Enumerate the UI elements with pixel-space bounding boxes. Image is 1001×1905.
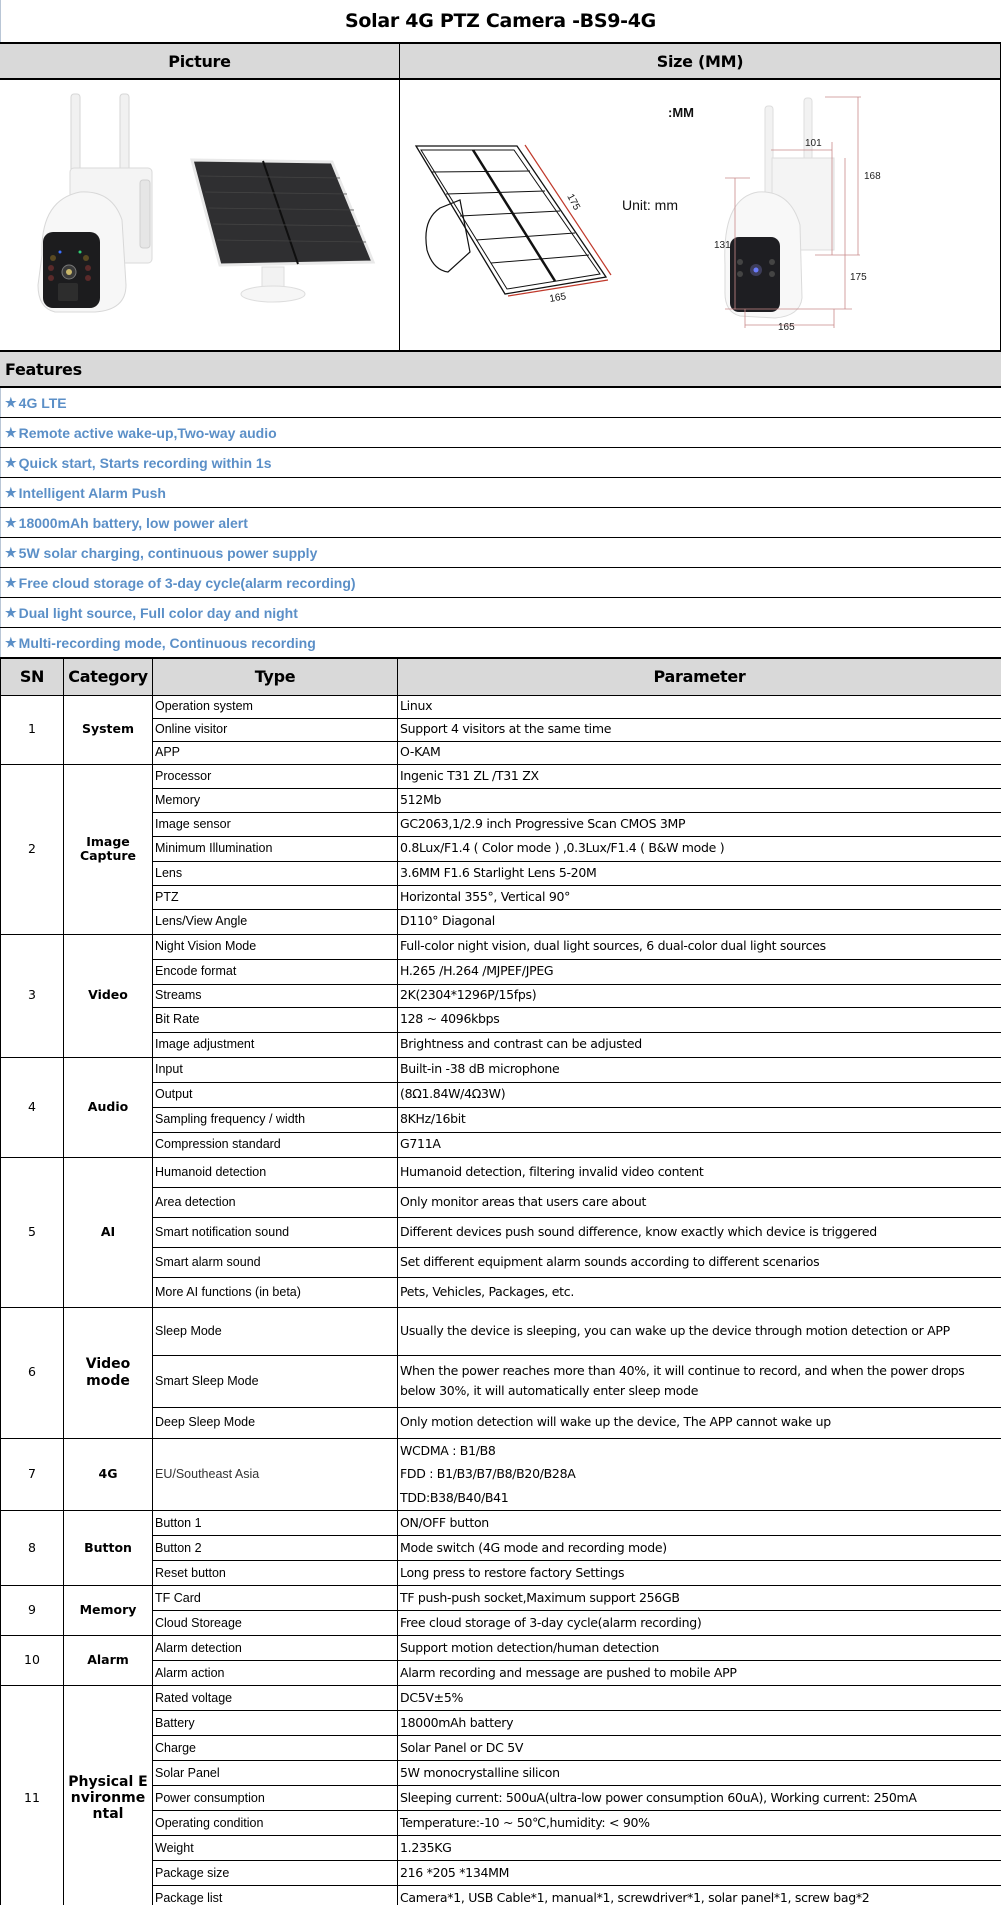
product-photo <box>0 80 400 350</box>
parameter-cell: (8Ω1.84W/4Ω3W) <box>398 1082 1001 1107</box>
parameter-cell: Only monitor areas that users care about <box>398 1187 1001 1217</box>
feature-text: Remote active wake-up,Two-way audio <box>18 424 277 441</box>
parameter-cell: Solar Panel or DC 5V <box>398 1735 1001 1760</box>
feature-item <box>0 568 1001 598</box>
camera-photo <box>38 94 152 312</box>
picture-header: Picture <box>0 42 400 80</box>
spec-table-header <box>1 658 1001 695</box>
cam-height-left-dim: 131 <box>714 240 731 251</box>
col-header-type: Type <box>153 658 398 695</box>
sn-cell: 1 <box>1 695 64 764</box>
type-cell: Area detection <box>153 1187 398 1217</box>
size-diagram-cell <box>400 80 1001 350</box>
type-cell: Image sensor <box>153 812 398 836</box>
star-icon: ★ <box>5 424 17 440</box>
feature-text: Multi-recording mode, Continuous recording <box>18 634 316 651</box>
category-cell: Physical Environmental <box>64 1685 153 1905</box>
features-list <box>0 388 1001 658</box>
type-cell: Streams <box>153 984 398 1007</box>
parameter-cell: Horizontal 355°, Vertical 90° <box>398 885 1001 909</box>
table-row <box>1 695 1001 718</box>
category-cell: Video mode <box>64 1307 153 1438</box>
table-row <box>1 764 1001 788</box>
parameter-cell: ON/OFF button <box>398 1510 1001 1535</box>
sn-cell: 7 <box>1 1438 64 1510</box>
col-header-parameter: Parameter <box>398 658 1001 695</box>
feature-text: 5W solar charging, continuous power supply <box>18 544 318 561</box>
type-cell: Package list <box>153 1885 398 1905</box>
cam-bottom-width-dim: 165 <box>778 322 795 333</box>
unit-label-short: :MM <box>668 105 694 120</box>
sn-cell: 9 <box>1 1585 64 1635</box>
type-cell: Battery <box>153 1710 398 1735</box>
camera-drawing <box>725 98 834 318</box>
feature-item <box>0 598 1001 628</box>
parameter-cell: 1.235KG <box>398 1835 1001 1860</box>
type-cell: TF Card <box>153 1585 398 1610</box>
parameter-cell: 8KHz/16bit <box>398 1107 1001 1132</box>
feature-text: Intelligent Alarm Push <box>18 484 166 501</box>
feature-item <box>0 448 1001 478</box>
solar-panel-drawing <box>416 145 611 296</box>
sn-cell: 8 <box>1 1510 64 1585</box>
type-cell: Deep Sleep Mode <box>153 1407 398 1438</box>
product-picture-cell <box>0 80 400 350</box>
type-cell: Rated voltage <box>153 1685 398 1710</box>
feature-item <box>0 388 1001 418</box>
parameter-cell: Humanoid detection, filtering invalid video content <box>398 1157 1001 1187</box>
parameter-cell: H.265 /H.264 /MJPEF/JPEG <box>398 959 1001 984</box>
type-cell: Power consumption <box>153 1785 398 1810</box>
parameter-cell: Set different equipment alarm sounds according to different scenarios <box>398 1247 1001 1277</box>
sn-cell: 3 <box>1 934 64 1057</box>
parameter-cell: Free cloud storage of 3-day cycle(alarm recording) <box>398 1610 1001 1635</box>
parameter-cell: D110° Diagonal <box>398 909 1001 934</box>
parameter-cell: Usually the device is sleeping, you can wake up the device through motion detection or APP <box>398 1307 1001 1355</box>
star-icon: ★ <box>5 484 17 500</box>
parameter-cell: 216 *205 *134MM <box>398 1860 1001 1885</box>
parameter-cell: 512Mb <box>398 788 1001 812</box>
document-title: Solar 4G PTZ Camera -BS9-4G <box>345 10 656 32</box>
type-cell: Button 1 <box>153 1510 398 1535</box>
table-row <box>1 1635 1001 1660</box>
feature-text: Quick start, Starts recording within 1s <box>18 454 272 471</box>
type-cell: Alarm action <box>153 1660 398 1685</box>
parameter-cell: Linux <box>398 695 1001 718</box>
type-cell: Operation system <box>153 695 398 718</box>
parameter-cell: TF push-push socket,Maximum support 256GB <box>398 1585 1001 1610</box>
type-cell: Encode format <box>153 959 398 984</box>
parameter-cell: Support 4 visitors at the same time <box>398 718 1001 741</box>
parameter-cell: GC2063,1/2.9 inch Progressive Scan CMOS 3MP <box>398 812 1001 836</box>
type-cell: More AI functions (in beta) <box>153 1277 398 1307</box>
star-icon: ★ <box>5 394 17 410</box>
type-cell: PTZ <box>153 885 398 909</box>
sn-cell: 10 <box>1 1635 64 1685</box>
spec-table <box>0 657 1001 1905</box>
type-cell: Input <box>153 1057 398 1082</box>
star-icon: ★ <box>5 454 17 470</box>
category-cell: 4G <box>64 1438 153 1510</box>
type-cell: Smart Sleep Mode <box>153 1355 398 1407</box>
type-cell: Alarm detection <box>153 1635 398 1660</box>
sn-cell: 6 <box>1 1307 64 1438</box>
feature-text: 4G LTE <box>18 394 67 411</box>
col-header-sn: SN <box>1 658 64 695</box>
parameter-cell: 5W monocrystalline silicon <box>398 1760 1001 1785</box>
type-cell: Smart alarm sound <box>153 1247 398 1277</box>
type-cell: Output <box>153 1082 398 1107</box>
feature-item <box>0 508 1001 538</box>
parameter-cell: 128 ~ 4096kbps <box>398 1007 1001 1032</box>
type-cell: Sleep Mode <box>153 1307 398 1355</box>
type-cell: Reset button <box>153 1560 398 1585</box>
star-icon: ★ <box>5 574 17 590</box>
parameter-cell: Camera*1, USB Cable*1, manual*1, screwdriver*1, solar panel*1, screw bag*2 <box>398 1885 1001 1905</box>
features-heading: Features <box>0 350 1001 388</box>
type-cell: Processor <box>153 764 398 788</box>
feature-item <box>0 538 1001 568</box>
parameter-cell: DC5V±5% <box>398 1685 1001 1710</box>
type-cell: Smart notification sound <box>153 1217 398 1247</box>
feature-item <box>0 418 1001 448</box>
sn-cell: 5 <box>1 1157 64 1307</box>
type-cell: Bit Rate <box>153 1007 398 1032</box>
category-cell: Alarm <box>64 1635 153 1685</box>
type-cell: Button 2 <box>153 1535 398 1560</box>
category-cell: AI <box>64 1157 153 1307</box>
type-cell: Sampling frequency / width <box>153 1107 398 1132</box>
type-cell: Night Vision Mode <box>153 934 398 959</box>
parameter-cell: Sleeping current: 500uA(ultra-low power consumption 60uA), Working current: 250mA <box>398 1785 1001 1810</box>
type-cell: Package size <box>153 1860 398 1885</box>
star-icon: ★ <box>5 514 17 530</box>
type-cell: Memory <box>153 788 398 812</box>
type-cell: Online visitor <box>153 718 398 741</box>
panel-bottom-dim: 165 <box>548 291 567 305</box>
category-cell: Memory <box>64 1585 153 1635</box>
sn-cell: 2 <box>1 764 64 934</box>
parameter-cell: 2K(2304*1296P/15fps) <box>398 984 1001 1007</box>
parameter-cell: G711A <box>398 1132 1001 1157</box>
feature-text: Dual light source, Full color day and night <box>18 604 298 621</box>
feature-item <box>0 478 1001 508</box>
type-cell: Lens/View Angle <box>153 909 398 934</box>
feature-text: Free cloud storage of 3-day cycle(alarm recording) <box>18 574 356 591</box>
table-row <box>1 1585 1001 1610</box>
parameter-cell: Built-in -38 dB microphone <box>398 1057 1001 1082</box>
table-row <box>1 1307 1001 1355</box>
type-cell: Lens <box>153 861 398 885</box>
type-cell: Operating condition <box>153 1810 398 1835</box>
cam-height-upper-dim: 168 <box>864 171 881 182</box>
col-header-category: Category <box>64 658 153 695</box>
category-cell: Image Capture <box>64 764 153 934</box>
table-row <box>1 1685 1001 1710</box>
parameter-cell: Full-color night vision, dual light sources, 6 dual-color dual light sources <box>398 934 1001 959</box>
type-cell: Compression standard <box>153 1132 398 1157</box>
parameter-cell: Brightness and contrast can be adjusted <box>398 1032 1001 1057</box>
cam-top-width-dim: 101 <box>805 138 822 149</box>
category-cell: Button <box>64 1510 153 1585</box>
parameter-cell: Alarm recording and message are pushed to mobile APP <box>398 1660 1001 1685</box>
unit-label: Unit: mm <box>622 197 678 213</box>
solar-panel-photo <box>192 160 373 302</box>
type-cell: Humanoid detection <box>153 1157 398 1187</box>
parameter-cell: 18000mAh battery <box>398 1710 1001 1735</box>
table-row <box>1 1438 1001 1510</box>
dimension-diagram <box>400 80 1001 350</box>
parameter-cell: 3.6MM F1.6 Starlight Lens 5-20M <box>398 861 1001 885</box>
type-cell: Minimum Illumination <box>153 836 398 861</box>
type-cell: Solar Panel <box>153 1760 398 1785</box>
parameter-cell: When the power reaches more than 40%, it will continue to record, and when the power drops below 30%, it will automatically enter sleep mode <box>398 1355 1001 1407</box>
parameter-cell: Mode switch (4G mode and recording mode) <box>398 1535 1001 1560</box>
panel-side-dim: 175 <box>564 192 582 213</box>
star-icon: ★ <box>5 544 17 560</box>
category-cell: Video <box>64 934 153 1057</box>
type-cell: Cloud Storeage <box>153 1610 398 1635</box>
parameter-cell: Only motion detection will wake up the device, The APP cannot wake up <box>398 1407 1001 1438</box>
table-row <box>1 934 1001 959</box>
feature-text: 18000mAh battery, low power alert <box>18 514 248 531</box>
parameter-cell: Different devices push sound difference, know exactly which device is triggered <box>398 1217 1001 1247</box>
type-cell: Charge <box>153 1735 398 1760</box>
parameter-cell: Temperature:-10 ~ 50℃,humidity: < 90% <box>398 1810 1001 1835</box>
parameter-cell: 0.8Lux/F1.4 ( Color mode ) ,0.3Lux/F1.4 ( B&W mode ) <box>398 836 1001 861</box>
sn-cell: 11 <box>1 1685 64 1905</box>
parameter-cell: Support motion detection/human detection <box>398 1635 1001 1660</box>
parameter-cell: Long press to restore factory Settings <box>398 1560 1001 1585</box>
feature-item <box>0 628 1001 658</box>
category-cell: System <box>64 695 153 764</box>
type-cell: Image adjustment <box>153 1032 398 1057</box>
category-cell: Audio <box>64 1057 153 1157</box>
cam-height-lower-dim: 175 <box>850 272 867 283</box>
size-header: Size (MM) <box>400 42 1001 80</box>
table-row <box>1 1157 1001 1187</box>
parameter-cell: O-KAM <box>398 741 1001 764</box>
parameter-cell: Pets, Vehicles, Packages, etc. <box>398 1277 1001 1307</box>
table-row <box>1 1510 1001 1535</box>
type-cell: APP <box>153 741 398 764</box>
type-cell: EU/Southeast Asia <box>153 1438 398 1510</box>
parameter-cell: WCDMA : B1/B8 FDD : B1/B3/B7/B8/B20/B28A TDD:B38/B40/B41 <box>398 1438 1001 1510</box>
parameter-cell: Ingenic T31 ZL /T31 ZX <box>398 764 1001 788</box>
star-icon: ★ <box>5 604 17 620</box>
sn-cell: 4 <box>1 1057 64 1157</box>
star-icon: ★ <box>5 634 17 650</box>
table-row <box>1 1057 1001 1082</box>
type-cell: Weight <box>153 1835 398 1860</box>
